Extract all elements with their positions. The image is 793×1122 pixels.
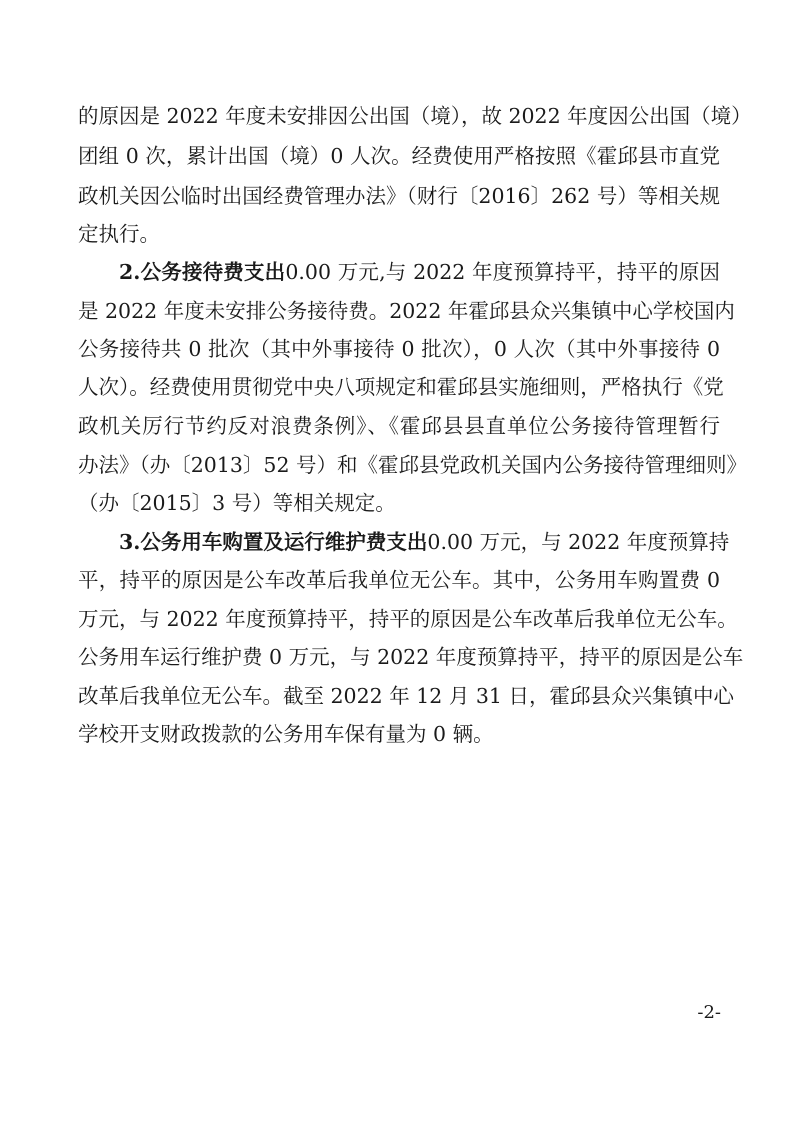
paragraph-line: 改革后我单位无公车。截至 2022 年 12 月 31 日，霍邱县众兴集镇中心 <box>78 684 734 708</box>
paragraph-line: 公务用车运行维护费 0 万元，与 2022 年度预算持平，持平的原因是公车 <box>78 645 744 669</box>
paragraph-line: 的原因是 2022 年度未安排因公出国（境），故 2022 年度因公出国（境） <box>78 104 752 128</box>
paragraph-line: （办〔2015〕3 号）等相关规定。 <box>78 491 396 515</box>
paragraph-line: 公务接待共 0 批次（其中外事接待 0 批次），0 人次（其中外事接待 0 <box>78 337 720 361</box>
paragraph-line: 定执行。 <box>78 222 160 246</box>
section-2-heading: 2.公务接待费支出 <box>119 260 286 284</box>
section-3-heading: 3.公务用车购置及运行维护费支出 <box>119 530 428 554</box>
section-3-first-line-text: 0.00 万元，与 2022 年度预算持 <box>427 530 730 554</box>
paragraph-line: 学校开支财政拨款的公务用车保有量为 0 辆。 <box>78 722 494 746</box>
paragraph-line: 政机关因公临时出国经费管理办法》（财行〔2016〕262 号）等相关规 <box>78 184 720 208</box>
paragraph-line: 办法》（办〔2013〕52 号）和《霍邱县党政机关国内公务接待管理细则》 <box>78 453 748 477</box>
section-2-first-line <box>119 262 720 283</box>
paragraph-line: 万元，与 2022 年度预算持平，持平的原因是公车改革后我单位无公车。 <box>78 607 738 631</box>
paragraph-line: 政机关厉行节约反对浪费条例》、《霍邱县县直单位公务接待管理暂行 <box>78 414 720 438</box>
section-3-first-line <box>119 530 730 554</box>
paragraph-line: 平，持平的原因是公车改革后我单位无公车。其中，公务用车购置费 0 <box>78 568 720 592</box>
paragraph-line: 人次）。经费使用贯彻党中央八项规定和霍邱县实施细则，严格执行《党 <box>78 375 724 399</box>
page-number: -2- <box>697 1002 721 1023</box>
paragraph-line: 是 2022 年度未安排公务接待费。2022 年霍邱县众兴集镇中心学校国内 <box>78 299 735 323</box>
section-2-first-line-text: 0.00 万元,与 2022 年度预算持平，持平的原因 <box>285 260 720 284</box>
paragraph-line: 团组 0 次，累计出国（境）0 人次。经费使用严格按照《霍邱县市直党 <box>78 144 720 168</box>
